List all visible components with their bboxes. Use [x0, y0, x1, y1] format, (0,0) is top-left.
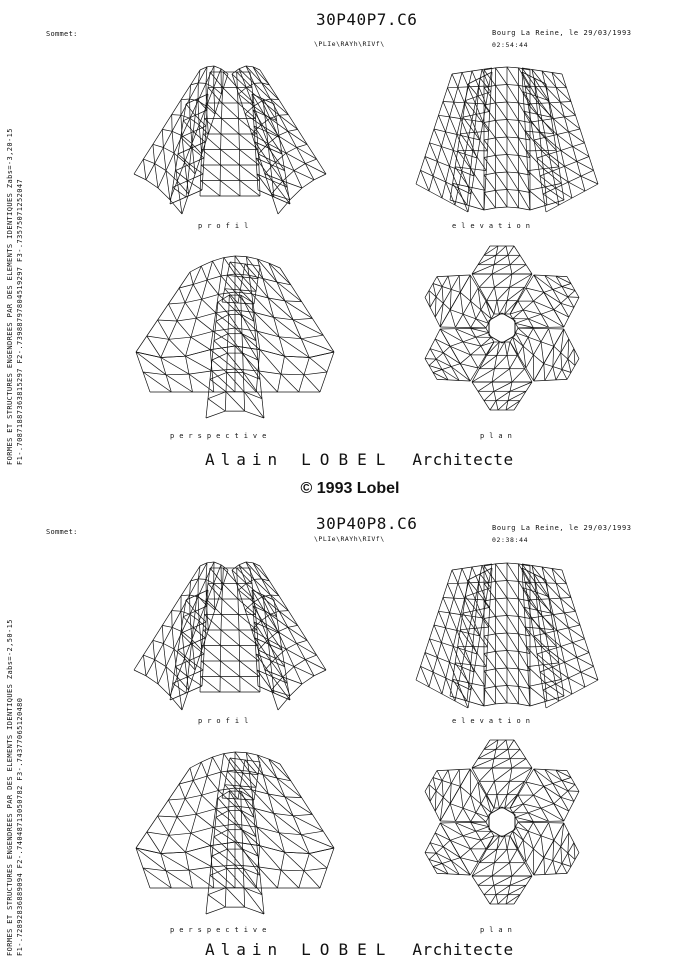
architect-title: Architecte	[412, 450, 514, 469]
architect-first-name: Alain	[205, 940, 284, 959]
architect-last-name: LOBEL	[301, 450, 395, 469]
profil-label: profil	[198, 717, 254, 725]
sommet-label: Sommet:	[46, 30, 78, 38]
elevation-view	[412, 64, 602, 214]
drawing-sheet-1	[0, 0, 700, 480]
architect-signature	[205, 940, 514, 959]
architect-last-name: LOBEL	[301, 940, 395, 959]
profil-view	[130, 64, 330, 216]
file-name: 30P40P8.C6	[316, 514, 418, 533]
architect-first-name: Alain	[205, 450, 284, 469]
plan-view	[412, 732, 592, 912]
print-time: 02:38:44	[492, 536, 529, 544]
sommet-label: Sommet:	[46, 528, 78, 536]
perspective-view	[130, 738, 340, 918]
side-caption-2: FORMES ET STRUCTURES ENGENDREES PAR DES ELEMENTS IDENTIQUES Zabs=-2,50-15	[6, 619, 14, 956]
plan-label: plan	[480, 926, 517, 934]
side-caption-1: FORMES ET STRUCTURES ENGENDREES PAR DES ELEMENTS IDENTIQUES Zabs=-3,20-15	[6, 128, 14, 465]
place-date: Bourg La Reine, le 29/03/1993	[492, 524, 632, 532]
copyright-notice: © 1993 Lobel	[300, 480, 400, 497]
print-time: 02:54:44	[492, 41, 529, 49]
file-path: \PLIe\RAYh\RIVf\	[314, 535, 385, 543]
file-path: \PLIe\RAYh\RIVf\	[314, 40, 385, 48]
place-date: Bourg La Reine, le 29/03/1993	[492, 29, 632, 37]
profil-label: profil	[198, 222, 254, 230]
perspective-view	[130, 242, 340, 422]
elevation-label: elevation	[452, 222, 535, 230]
perspective-label: perspective	[170, 432, 272, 440]
drawing-sheet-2	[0, 510, 700, 962]
architect-signature	[205, 450, 514, 469]
perspective-label: perspective	[170, 926, 272, 934]
profil-view	[130, 560, 330, 712]
side-coefficients-1: F1-.70871887363815297 F2-.73988797804519297 F3-.73575071252047	[16, 178, 24, 465]
plan-label: plan	[480, 432, 517, 440]
file-name: 30P40P7.C6	[316, 10, 418, 29]
side-coefficients-2: F1-.72892836889094 F2-.74048713050782 F3-.74377065120480	[16, 697, 24, 956]
plan-view	[412, 238, 592, 418]
architect-title: Architecte	[412, 940, 514, 959]
elevation-label: elevation	[452, 717, 535, 725]
elevation-view	[412, 560, 602, 710]
